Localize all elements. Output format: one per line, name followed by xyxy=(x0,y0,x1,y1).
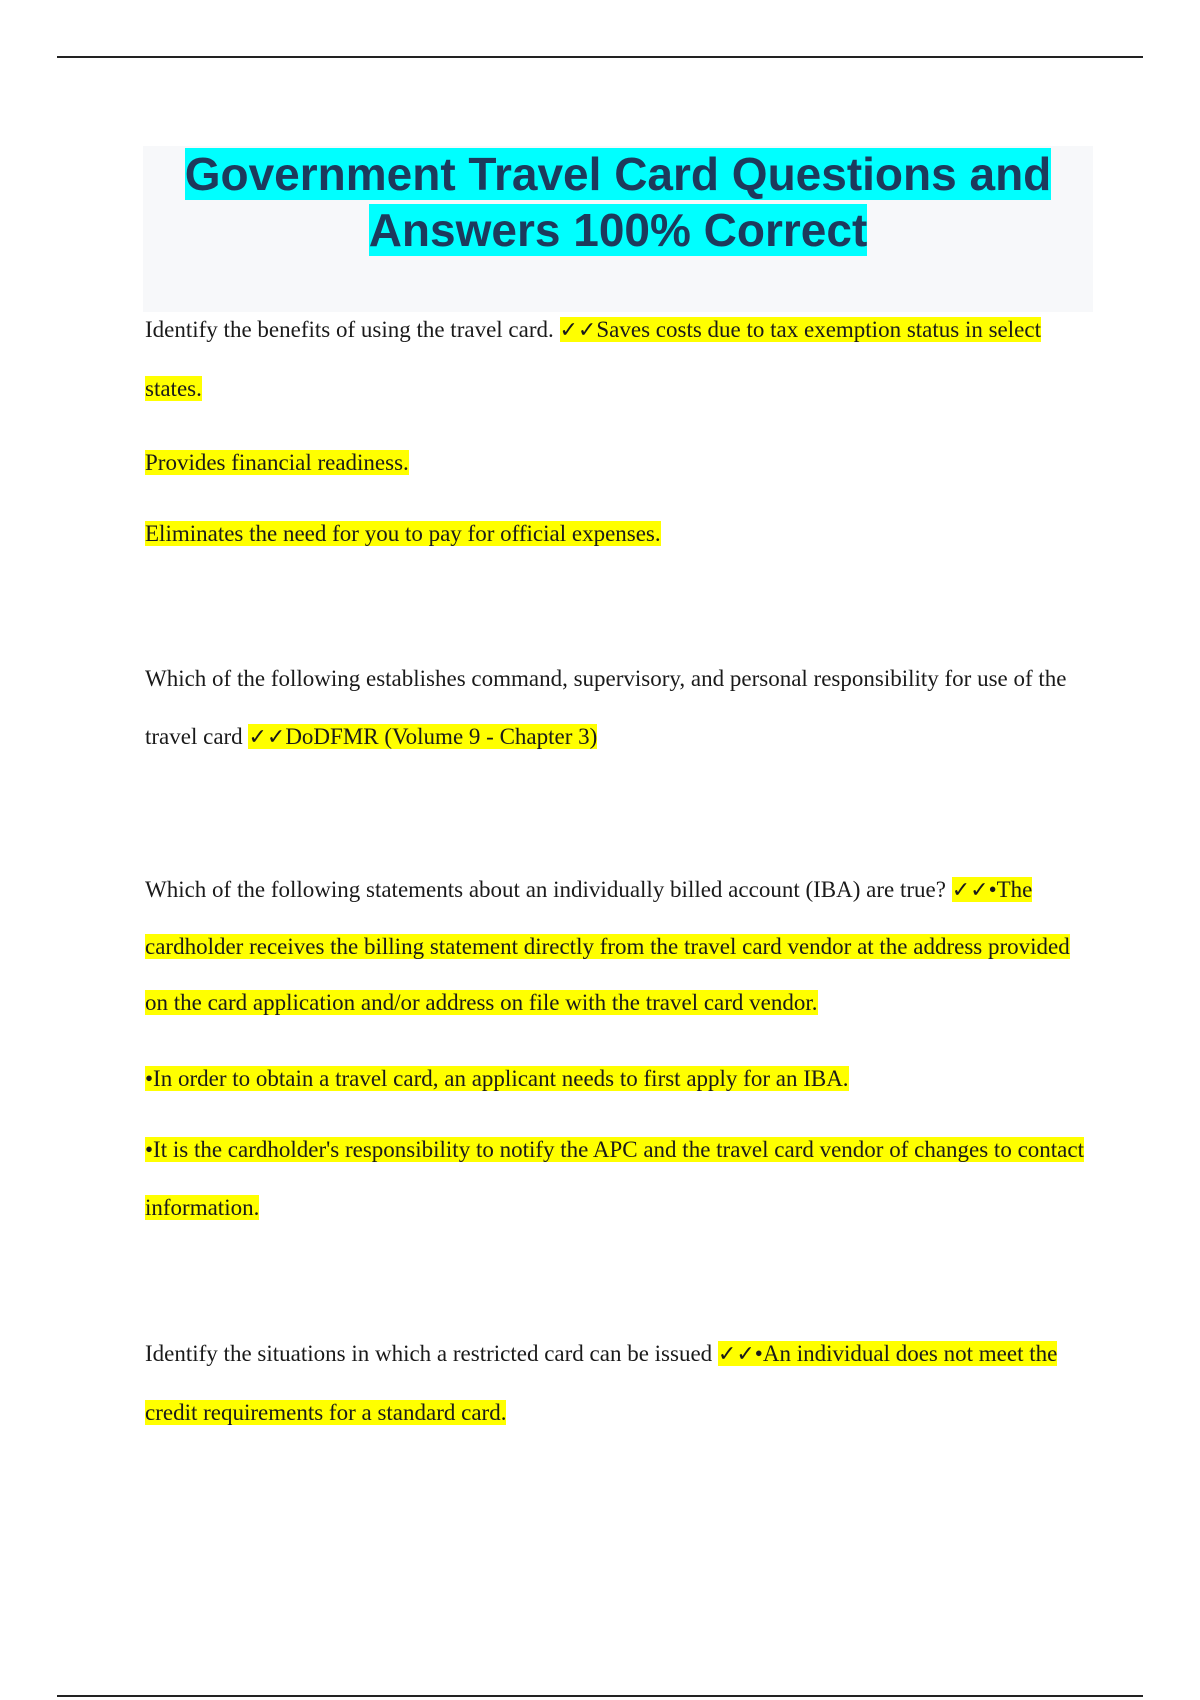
document-title xyxy=(143,146,1093,258)
qa-2-question: Which of the following establishes command, supervisory, and personal responsibility for use of the travel card xyxy=(145,666,1067,749)
qa-4-question: Identify the situations in which a restricted card can be issued xyxy=(145,1341,713,1366)
qa-2-answer: ✓✓DoDFMR (Volume 9 - Chapter 3) xyxy=(248,724,598,750)
qa-1-answer-line-3: Eliminates the need for you to pay for official expenses. xyxy=(145,521,661,546)
qa-1-question-paragraph xyxy=(145,301,1095,418)
title-line-2: Answers 100% Correct xyxy=(368,204,868,256)
footer-rule xyxy=(57,1695,1143,1697)
checkmark-icon: ✓✓ xyxy=(248,725,286,750)
title-block xyxy=(143,146,1093,312)
checkmark-icon: ✓✓ xyxy=(717,1342,755,1367)
qa-1-question: Identify the benefits of using the travel card. xyxy=(145,317,554,342)
qa-3-question: Which of the following statements about an individually billed account (IBA) are true? xyxy=(145,877,946,902)
qa-3-answer: ✓✓•The cardholder receives the billing statement directly from the travel card vendor at the address provided on the card application and/or address on file with the travel card vendor. xyxy=(145,877,1070,1015)
qa-4-question-paragraph xyxy=(145,1325,1095,1442)
checkmark-icon: ✓✓ xyxy=(951,878,989,903)
qa-1-answer-line-2: Provides financial readiness. xyxy=(145,450,409,475)
qa-3-question-paragraph xyxy=(145,862,1095,1031)
header-rule xyxy=(57,56,1143,58)
title-line-1: Government Travel Card Questions and xyxy=(184,148,1052,200)
qa-4-answer: ✓✓•An individual does not meet the credit requirements for a standard card. xyxy=(145,1341,1058,1425)
qa-1-answer: ✓✓Saves costs due to tax exemption status in select states. xyxy=(145,317,1041,401)
qa-2-question-paragraph xyxy=(145,650,1095,767)
qa-3-answer-line-3: •It is the cardholder's responsibility to notify the APC and the travel card vendor of changes to contact information. xyxy=(145,1137,1084,1220)
qa-3-answer-line-2: •In order to obtain a travel card, an applicant needs to first apply for an IBA. xyxy=(145,1066,849,1091)
checkmark-icon: ✓✓ xyxy=(559,318,597,343)
